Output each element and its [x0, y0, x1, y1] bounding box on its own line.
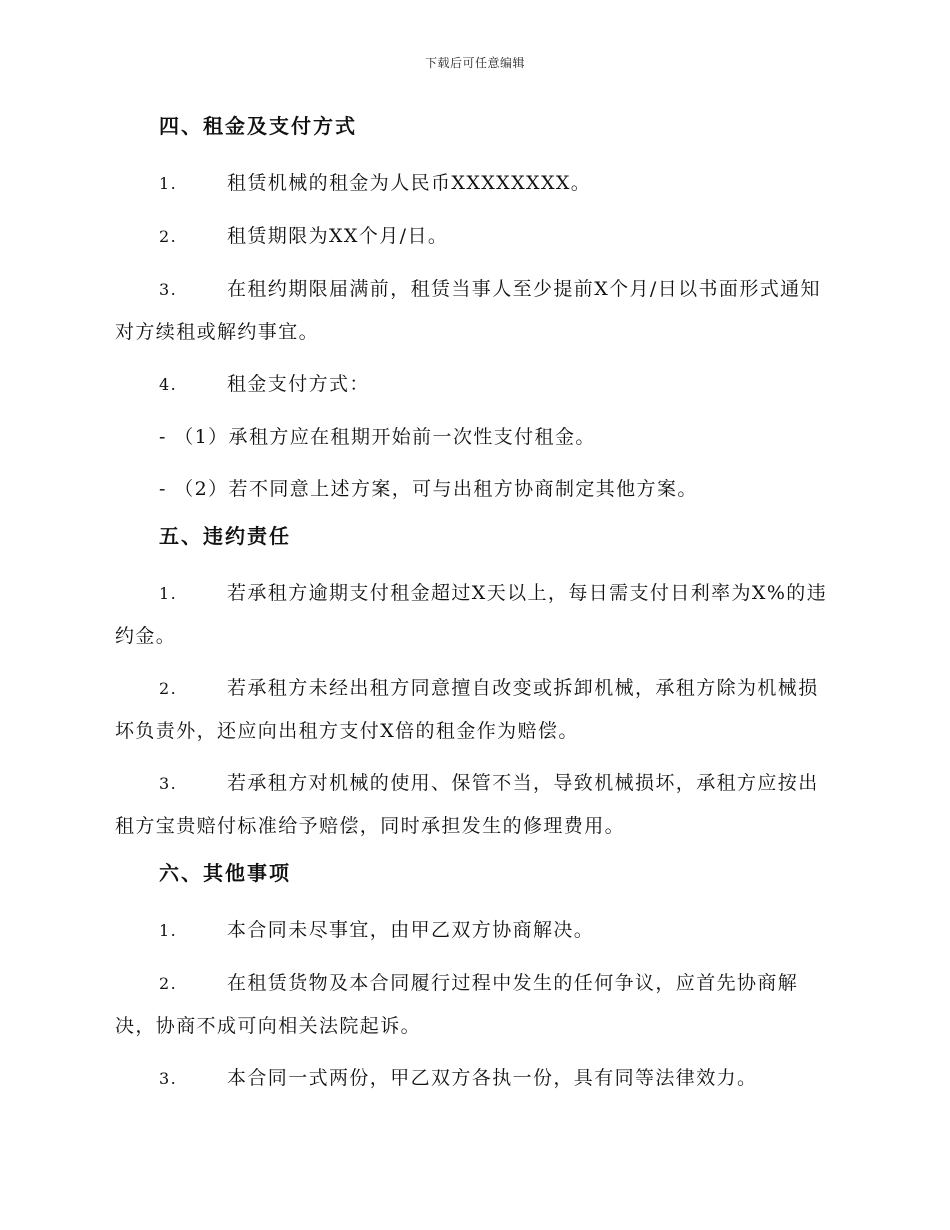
sub-item: - （2）若不同意上述方案，可与出租方协商制定其他方案。 [159, 478, 698, 500]
document-body [115, 110, 835, 1110]
item-text: 本合同未尽事宜，由甲乙双方协商解决。 [227, 919, 595, 941]
section-title: 四、租金及支付方式 [159, 114, 357, 138]
section-title: 五、违约责任 [159, 524, 291, 548]
item-number: 1. [159, 174, 178, 193]
item-number: 3. [159, 1069, 178, 1088]
item-text: 租赁期限为XX个月/日。 [227, 225, 449, 247]
sub-item: - （1）承租方应在租期开始前一次性支付租金。 [159, 426, 596, 448]
item-number: 1. [159, 921, 178, 940]
list-item [115, 268, 835, 353]
section-other-matters [115, 857, 835, 1100]
page-header: 下载后可任意编辑 [424, 56, 525, 70]
item-number: 2. [159, 974, 178, 993]
list-item [115, 962, 835, 1047]
section-breach-liability [115, 520, 835, 847]
item-text: 若承租方逾期支付租金超过X天以上，每日需支付日利率为X%的违约金。 [115, 582, 828, 647]
item-number: 2. [159, 227, 178, 246]
list-item [115, 363, 835, 406]
item-number: 3. [159, 280, 178, 299]
item-number: 2. [159, 679, 178, 698]
list-item [115, 215, 835, 258]
list-item [115, 1057, 835, 1100]
list-item [115, 572, 835, 657]
item-number: 3. [159, 774, 178, 793]
item-text: 若承租方未经出租方同意擅自改变或拆卸机械，承租方除为机械损坏负责外，还应向出租方支付X倍的租金作为赔偿。 [115, 677, 819, 742]
item-number: 4. [159, 375, 178, 394]
section-rent-payment [115, 110, 835, 510]
item-text: 本合同一式两份，甲乙双方各执一份，具有同等法律效力。 [227, 1067, 758, 1089]
item-number: 1. [159, 584, 178, 603]
section-title: 六、其他事项 [159, 861, 291, 885]
item-text: 若承租方对机械的使用、保管不当，导致机械损坏，承租方应按出租方宝贵赔付标准给予赔偿，同时承担发生的修理费用。 [115, 772, 819, 837]
list-item [115, 909, 835, 952]
list-item [115, 667, 835, 752]
list-item [115, 162, 835, 205]
item-text: 在租赁货物及本合同履行过程中发生的任何争议，应首先协商解决，协商不成可向相关法院起诉。 [115, 972, 799, 1037]
list-item [115, 762, 835, 847]
item-text: 租赁机械的租金为人民币XXXXXXXX。 [227, 172, 592, 194]
item-text: 在租约期限届满前，租赁当事人至少提前X个月/日以书面形式通知对方续租或解约事宜。 [115, 278, 821, 343]
item-text: 租金支付方式： [227, 373, 370, 395]
